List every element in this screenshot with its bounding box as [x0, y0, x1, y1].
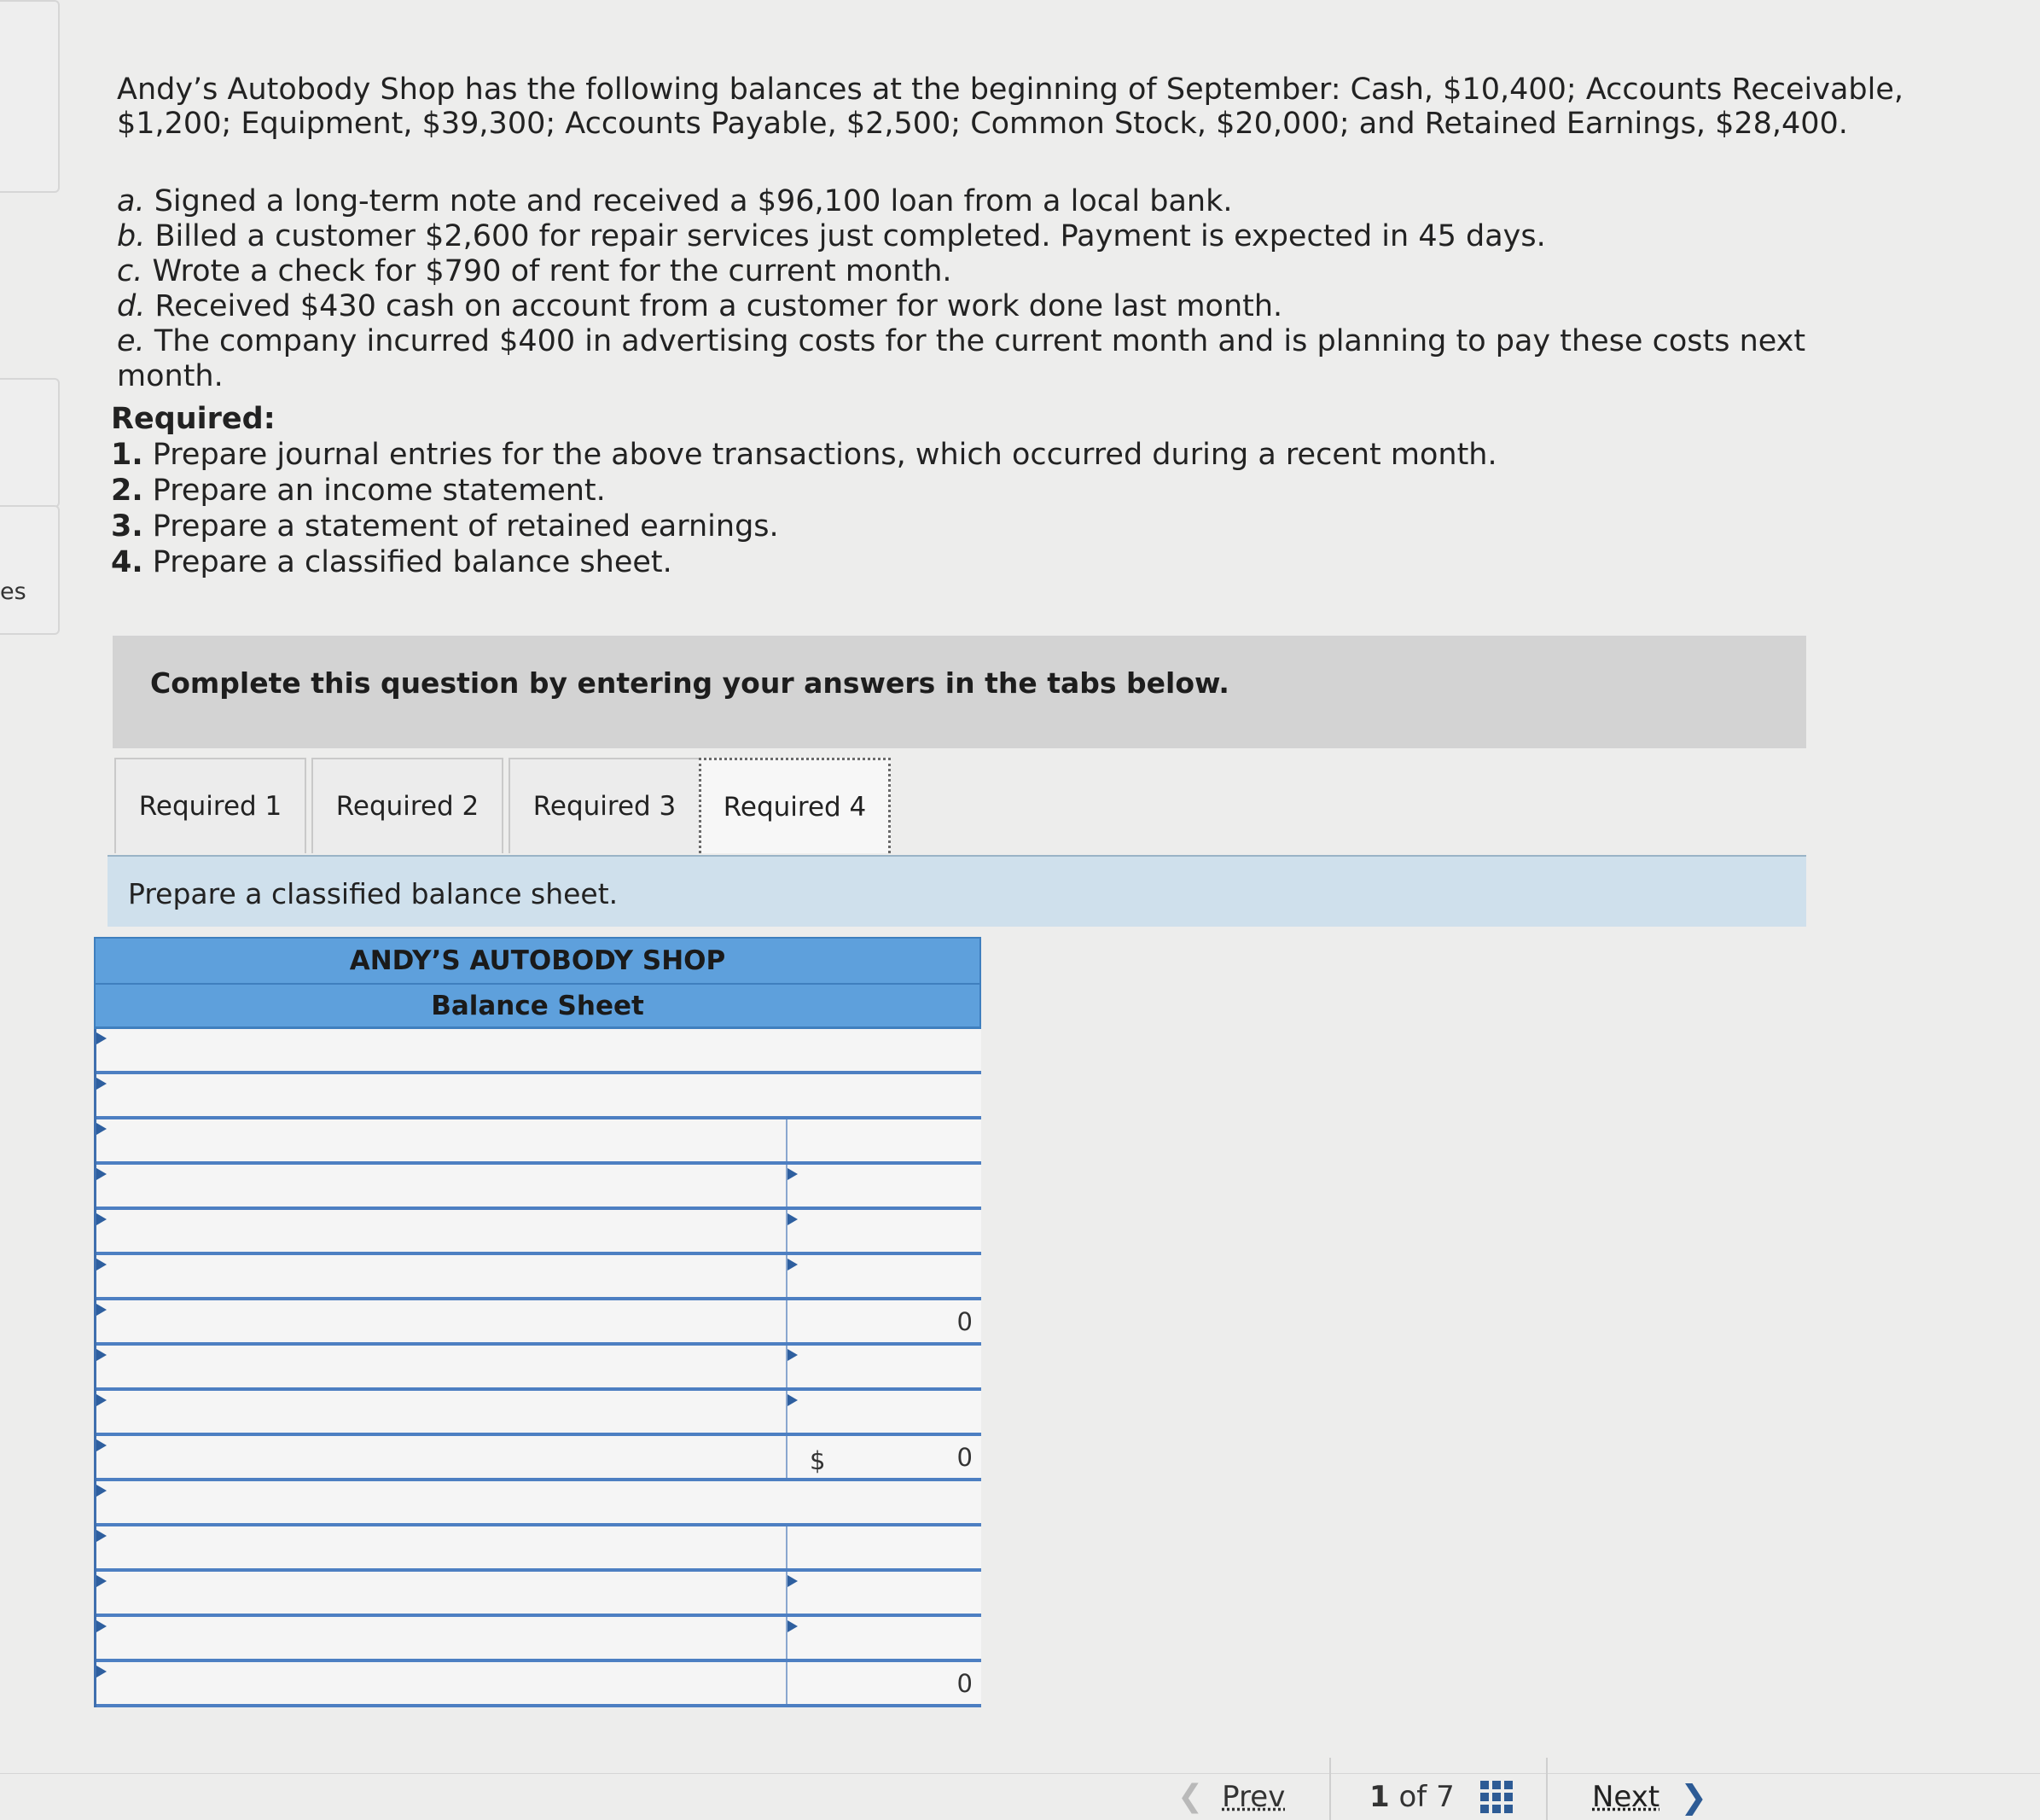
transaction-d: d. Received $430 cash on account from a customer for work done last month. — [117, 289, 1283, 323]
sidebar-card-middle — [0, 378, 60, 508]
balance-sheet-company: ANDY’S AUTOBODY SHOP — [94, 937, 981, 983]
row-label-select[interactable] — [96, 1436, 788, 1478]
dropdown-arrow-icon — [96, 1666, 107, 1678]
next-button[interactable] — [1592, 1773, 1707, 1820]
dropdown-arrow-icon — [96, 1530, 107, 1542]
row-label-select[interactable] — [96, 1210, 788, 1252]
grid-icon[interactable] — [1480, 1781, 1513, 1813]
table-row — [96, 1210, 981, 1255]
amount-input[interactable] — [788, 1255, 981, 1297]
total-assets-amount: $ 0 — [788, 1436, 981, 1478]
dropdown-arrow-icon — [788, 1575, 798, 1587]
page-current: 1 — [1369, 1779, 1390, 1814]
amount-input[interactable] — [788, 1165, 981, 1207]
dropdown-arrow-icon — [788, 1394, 798, 1406]
dropdown-arrow-icon — [96, 1439, 107, 1451]
required-item-1: 1. Prepare journal entries for the above transactions, which occurred during a recent month. — [111, 438, 1497, 472]
sidebar-card-top — [0, 0, 60, 193]
tab-instruction-text: Prepare a classified balance sheet. — [128, 877, 619, 910]
problem-intro: Andy’s Autobody Shop has the following balances at the beginning of September: Cash, $10,400; Accounts Receivable, $1,200; Equipment, $39,300; Accounts Payable, $2,500; Common Stock, $20,000; and Retained Earnings, $28,400. — [117, 73, 1904, 141]
table-row — [96, 1526, 981, 1572]
table-row — [96, 1617, 981, 1662]
instruction-text: Complete this question by entering your answers in the tabs below. — [150, 666, 1229, 700]
chevron-left-icon: ❮ — [1177, 1779, 1204, 1814]
dropdown-arrow-icon — [96, 1123, 107, 1135]
table-row — [96, 1255, 981, 1300]
tab-required-4[interactable]: Required 4 — [699, 758, 891, 853]
row-label-select[interactable] — [96, 1346, 788, 1387]
amount-input[interactable] — [788, 1210, 981, 1252]
dropdown-arrow-icon — [96, 1259, 107, 1271]
row-label-select[interactable] — [96, 1481, 981, 1523]
dropdown-arrow-icon — [788, 1620, 798, 1632]
dropdown-arrow-icon — [96, 1168, 107, 1180]
transactions-list — [117, 184, 1909, 394]
amount-input[interactable] — [788, 1119, 981, 1161]
row-label-select[interactable] — [96, 1617, 788, 1659]
amount-input[interactable] — [788, 1391, 981, 1433]
dropdown-arrow-icon — [96, 1213, 107, 1225]
dropdown-arrow-icon — [788, 1259, 798, 1271]
dropdown-arrow-icon — [788, 1213, 798, 1225]
dropdown-arrow-icon — [96, 1485, 107, 1497]
subtotal-amount: 0 — [788, 1300, 981, 1342]
page-total: of 7 — [1398, 1779, 1455, 1814]
tab-required-2[interactable]: Required 2 — [311, 758, 503, 853]
footer-divider — [0, 1773, 2040, 1774]
dropdown-arrow-icon — [96, 1620, 107, 1632]
transaction-b: b. Billed a customer $2,600 for repair services just completed. Payment is expected in 45 days. — [117, 219, 1546, 253]
nav-divider — [1329, 1758, 1331, 1820]
dropdown-arrow-icon — [788, 1168, 798, 1180]
amount-input[interactable] — [788, 1526, 981, 1568]
required-item-2: 2. Prepare an income statement. — [111, 474, 606, 508]
chevron-right-icon: ❯ — [1680, 1777, 1708, 1816]
dropdown-arrow-icon — [96, 1394, 107, 1406]
sidebar-card-bottom[interactable] — [0, 505, 60, 635]
row-label-select[interactable] — [96, 1029, 981, 1071]
table-row — [96, 1436, 981, 1481]
required-item-4: 4. Prepare a classified balance sheet. — [111, 545, 672, 579]
table-row — [96, 1165, 981, 1210]
row-label-select[interactable] — [96, 1572, 788, 1614]
dropdown-arrow-icon — [96, 1575, 107, 1587]
table-row — [96, 1572, 981, 1617]
row-label-select[interactable] — [96, 1119, 788, 1161]
instruction-box — [113, 636, 1806, 748]
row-label-select[interactable] — [96, 1662, 788, 1704]
row-label-select[interactable] — [96, 1255, 788, 1297]
amount-input[interactable] — [788, 1572, 981, 1614]
row-label-select[interactable] — [96, 1074, 981, 1116]
page-indicator — [1369, 1773, 1513, 1820]
tab-instruction-bar — [108, 857, 1806, 927]
row-label-select[interactable] — [96, 1165, 788, 1207]
dropdown-arrow-icon — [96, 1349, 107, 1361]
table-row — [96, 1074, 981, 1119]
required-item-3: 3. Prepare a statement of retained earnings. — [111, 509, 779, 544]
balance-sheet-title: Balance Sheet — [94, 983, 981, 1029]
required-section — [111, 401, 1817, 580]
table-row — [96, 1029, 981, 1074]
dropdown-arrow-icon — [96, 1078, 107, 1090]
dropdown-arrow-icon — [96, 1304, 107, 1316]
transaction-e: e. The company incurred $400 in advertising costs for the current month and is planning to pay these costs next month. — [117, 324, 1806, 393]
subtotal-amount: 0 — [788, 1662, 981, 1704]
row-label-select[interactable] — [96, 1300, 788, 1342]
table-row — [96, 1300, 981, 1346]
tab-required-1[interactable]: Required 1 — [114, 758, 306, 853]
transaction-c: c. Wrote a check for $790 of rent for the current month. — [117, 254, 952, 288]
prev-label: Prev — [1222, 1779, 1286, 1814]
balance-sheet-table — [94, 937, 981, 1707]
row-label-select[interactable] — [96, 1391, 788, 1433]
row-label-select[interactable] — [96, 1526, 788, 1568]
sidebar-partial-label[interactable]: es — [0, 579, 26, 605]
dropdown-arrow-icon — [788, 1349, 798, 1361]
table-row — [96, 1391, 981, 1436]
transaction-a: a. Signed a long-term note and received a $96,100 loan from a local bank. — [117, 184, 1233, 218]
table-row — [96, 1346, 981, 1391]
amount-input[interactable] — [788, 1617, 981, 1659]
nav-divider — [1546, 1758, 1548, 1820]
dropdown-arrow-icon — [96, 1032, 107, 1044]
next-label: Next — [1592, 1779, 1660, 1814]
table-row — [96, 1662, 981, 1707]
table-row — [96, 1481, 981, 1526]
table-row — [96, 1119, 981, 1165]
required-title: Required: — [111, 402, 276, 436]
tab-required-3[interactable]: Required 3 — [509, 758, 700, 853]
prev-button[interactable] — [1177, 1773, 1285, 1820]
amount-input[interactable] — [788, 1346, 981, 1387]
